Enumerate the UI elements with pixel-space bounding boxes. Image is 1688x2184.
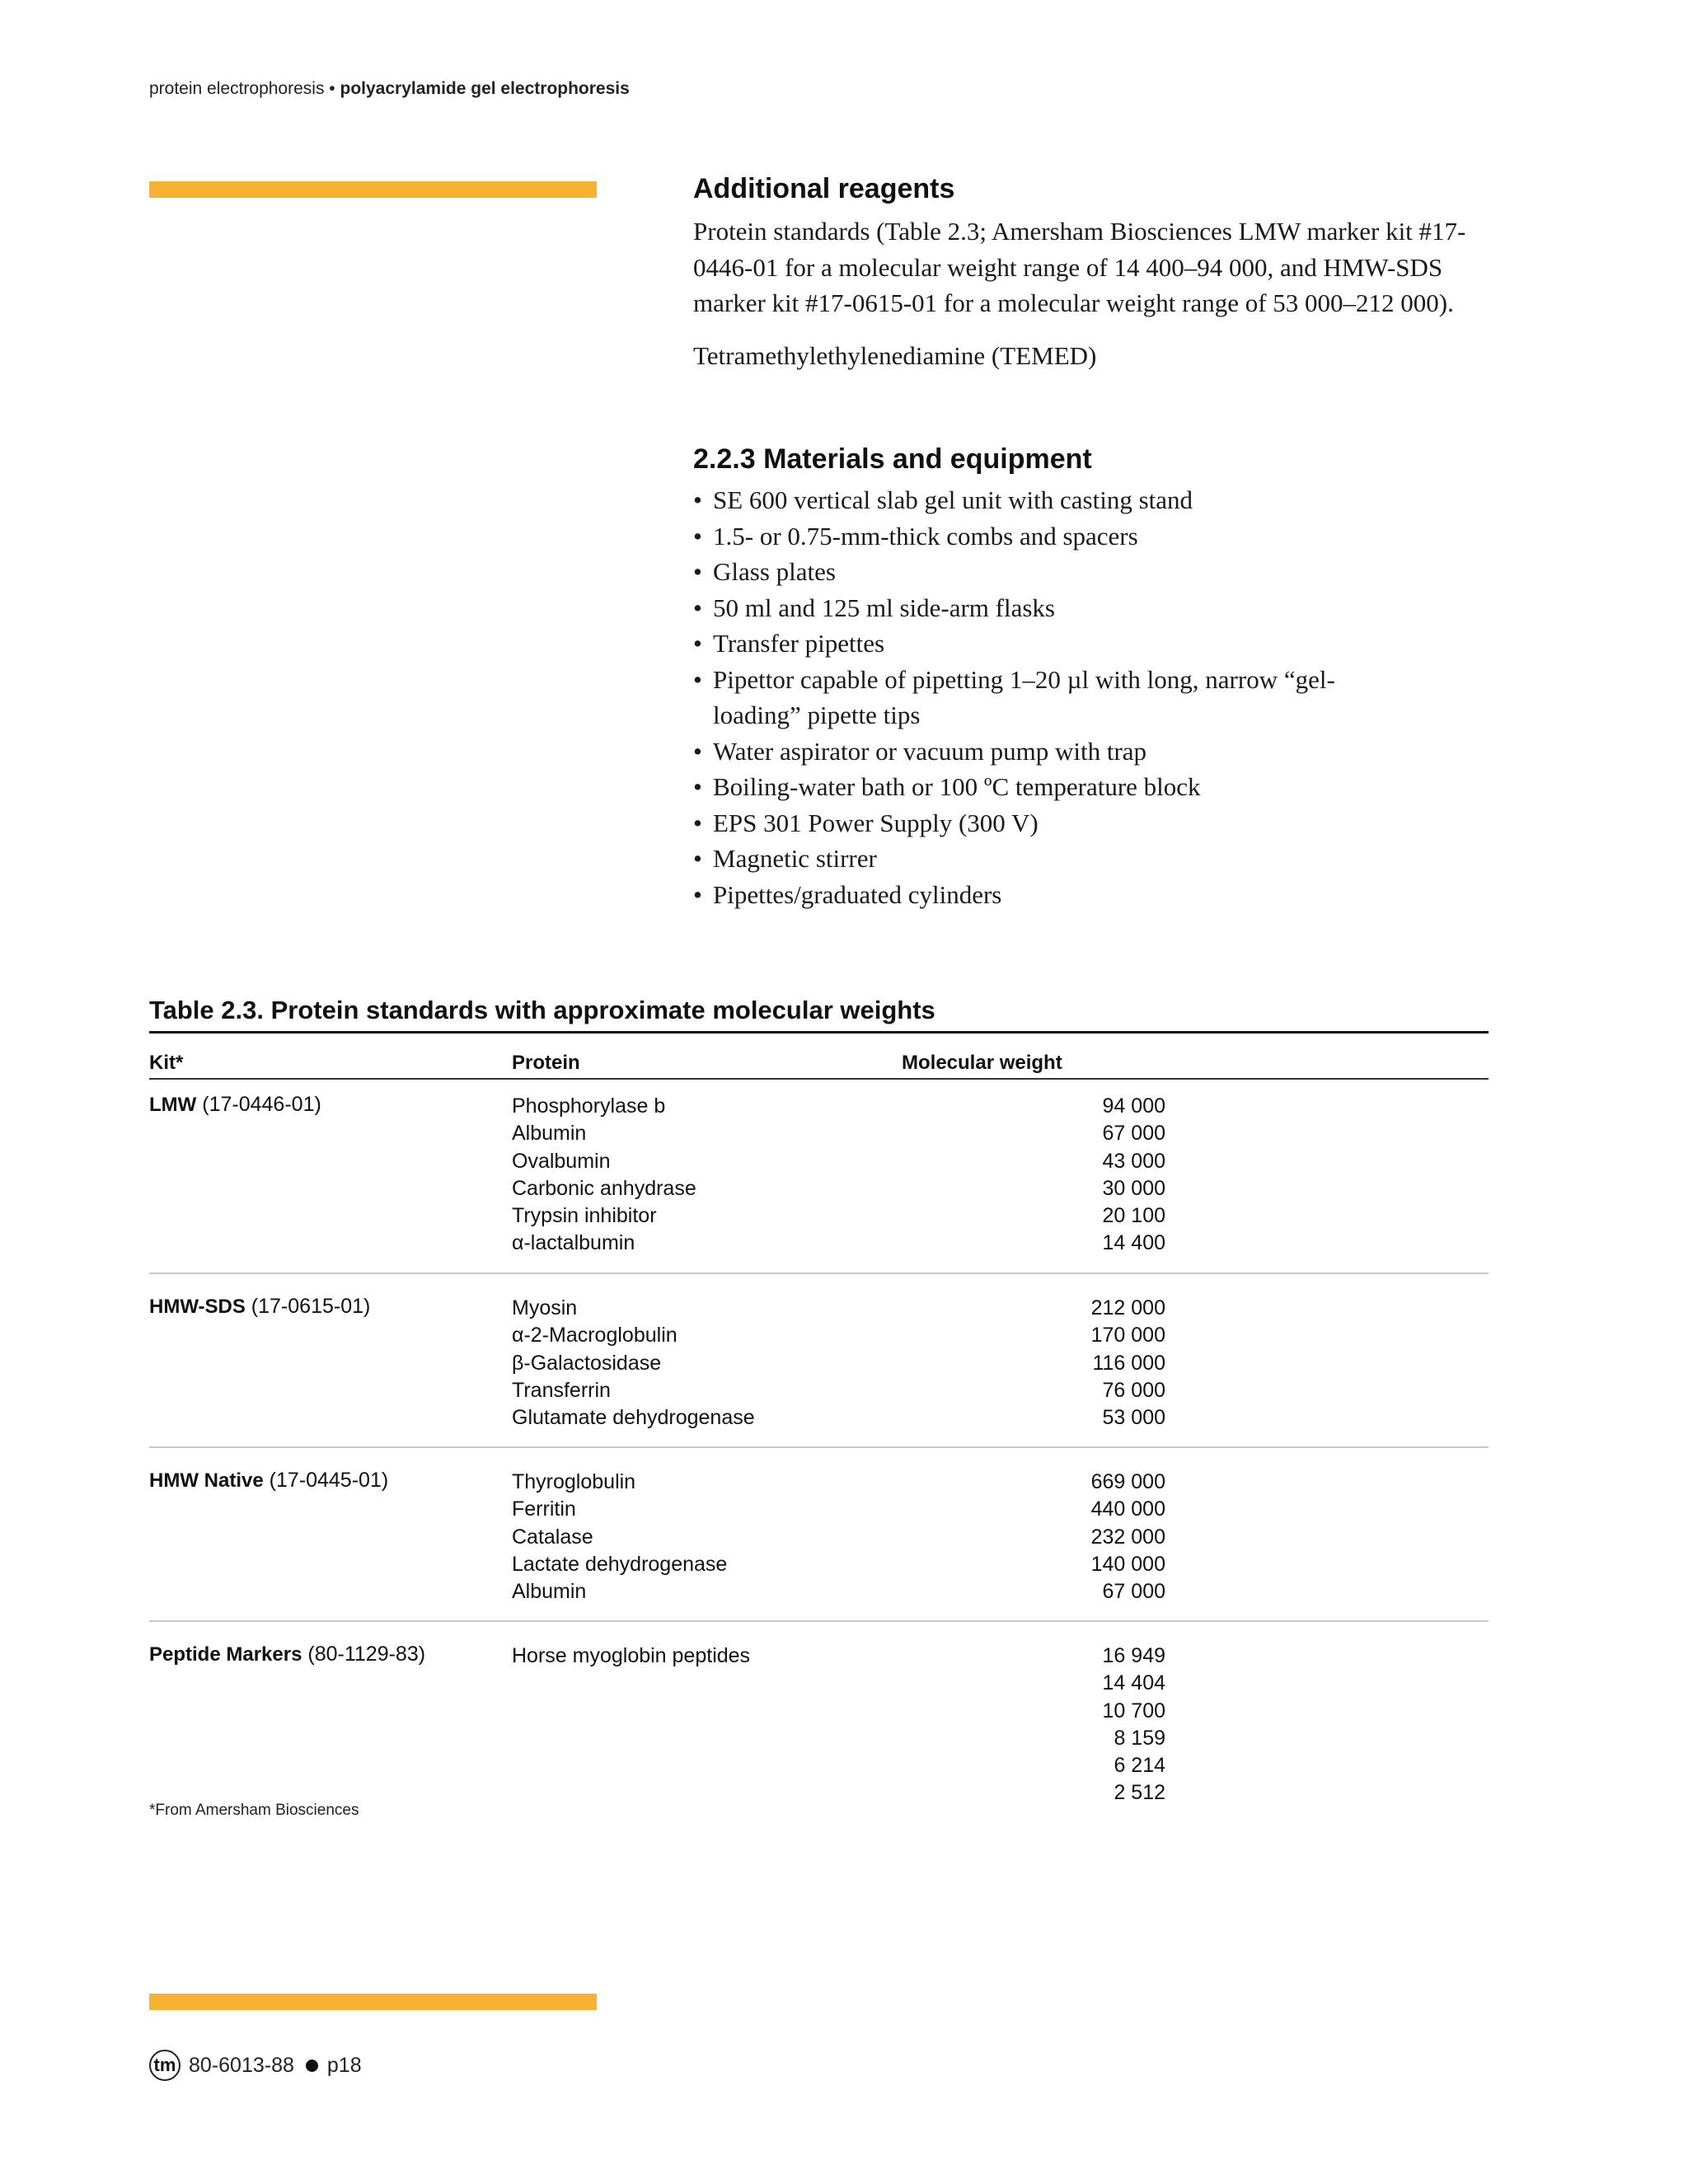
molecular-weight: 8 159: [1114, 1726, 1165, 1750]
table-footnote: *From Amersham Biosciences: [149, 1802, 359, 1819]
molecular-weight: 67 000: [1102, 1580, 1165, 1604]
list-item: • 1.5- or 0.75-mm-thick combs and spacers: [693, 518, 1484, 555]
list-item: • SE 600 vertical slab gel unit with casting stand: [693, 482, 1484, 518]
protein-name: Phosphorylase b: [512, 1094, 666, 1118]
column-header-weight: Molecular weight: [902, 1052, 1062, 1074]
kit-cell: [149, 1295, 370, 1319]
protein-name: Catalase: [512, 1525, 593, 1549]
protein-name: Lactate dehydrogenase: [512, 1552, 728, 1576]
tm-logo-icon: tm: [149, 2050, 181, 2081]
additional-reagents-heading: Additional reagents: [693, 173, 955, 204]
table-top-rule: [149, 1031, 1489, 1033]
weight-list: [940, 1469, 1165, 1605]
group-divider: [149, 1272, 1489, 1274]
column-header-protein: Protein: [512, 1052, 580, 1074]
protein-name: β-Galactosidase: [512, 1351, 662, 1375]
weight-list: [940, 1093, 1165, 1258]
accent-bar-bottom: [149, 1994, 597, 2010]
protein-name: Carbonic anhydrase: [512, 1176, 696, 1200]
kit-code: (17-0446-01): [202, 1093, 321, 1116]
column-header-kit: Kit*: [149, 1052, 184, 1074]
molecular-weight: 20 100: [1102, 1204, 1165, 1228]
kit-name: Peptide Markers: [149, 1643, 302, 1666]
list-item: • Boiling-water bath or 100 ºC temperature block: [693, 769, 1484, 805]
molecular-weight: 232 000: [1090, 1525, 1165, 1549]
header-section: protein electrophoresis: [149, 79, 325, 98]
molecular-weight: 669 000: [1090, 1470, 1165, 1493]
molecular-weight: 14 400: [1102, 1231, 1165, 1255]
protein-name: Albumin: [512, 1122, 587, 1146]
molecular-weight: 10 700: [1102, 1699, 1165, 1722]
accent-bar-top: [149, 181, 597, 198]
protein-name: Albumin: [512, 1580, 587, 1604]
molecular-weight: 43 000: [1102, 1149, 1165, 1173]
molecular-weight: 440 000: [1090, 1497, 1165, 1521]
protein-name: Myosin: [512, 1296, 578, 1319]
molecular-weight: 14 404: [1102, 1671, 1165, 1695]
list-item: • EPS 301 Power Supply (300 V): [693, 805, 1484, 841]
group-divider: [149, 1446, 1489, 1448]
document-number: 80-6013-88: [189, 2053, 294, 2077]
list-item: • Pipettor capable of pipetting 1–20 µl with long, narrow “gel-loading” pipette tips: [693, 662, 1339, 733]
molecular-weight: 94 000: [1102, 1094, 1165, 1118]
protein-name: α-2-Macroglobulin: [512, 1324, 678, 1347]
reagents-paragraph: Protein standards (Table 2.3; Amersham Biosciences LMW marker kit #17-0446-01 for a molecular weight range of 14 400–94 000, and HMW-SDS marker kit #17-0615-01 for a molecular weight range of 53 000–212 000).: [693, 217, 1466, 317]
protein-list: [512, 1469, 727, 1605]
molecular-weight: 30 000: [1102, 1176, 1165, 1200]
kit-name: HMW Native: [149, 1469, 264, 1492]
list-item: • Transfer pipettes: [693, 626, 1484, 662]
protein-name: Trypsin inhibitor: [512, 1204, 657, 1228]
protein-name: α-lactalbumin: [512, 1231, 635, 1255]
table-header-rule: [149, 1078, 1489, 1080]
materials-list: [693, 482, 1484, 912]
page-number: p18: [326, 2053, 362, 2077]
list-item: • 50 ml and 125 ml side-arm flasks: [693, 590, 1484, 626]
temed-paragraph: Tetramethylethylenediamine (TEMED): [693, 340, 1097, 370]
materials-section: [693, 443, 1484, 912]
protein-name: Horse myoglobin peptides: [512, 1644, 751, 1667]
kit-code: (80-1129-83): [307, 1643, 426, 1666]
kit-cell: [149, 1093, 321, 1117]
protein-list: [512, 1093, 696, 1258]
group-divider: [149, 1620, 1489, 1622]
protein-name: Thyroglobulin: [512, 1470, 636, 1493]
list-item: • Pipettes/graduated cylinders: [693, 877, 1484, 913]
list-item: • Magnetic stirrer: [693, 841, 1484, 877]
molecular-weight: 2 512: [1114, 1781, 1165, 1805]
additional-reagents-section: [693, 173, 1484, 373]
weight-list: [940, 1295, 1165, 1432]
kit-name: HMW-SDS: [149, 1296, 246, 1318]
page-footer: [149, 2047, 362, 2083]
protein-name: Ovalbumin: [512, 1149, 611, 1173]
molecular-weight: 67 000: [1102, 1122, 1165, 1146]
list-item: • Glass plates: [693, 554, 1484, 590]
kit-cell: [149, 1643, 425, 1666]
table-caption: Table 2.3. Protein standards with approximate molecular weights: [149, 996, 935, 1024]
header-subsection: polyacrylamide gel electrophoresis: [340, 79, 630, 98]
kit-name: LMW: [149, 1094, 197, 1116]
molecular-weight: 116 000: [1092, 1351, 1165, 1375]
running-header: [149, 79, 630, 99]
list-item: • Water aspirator or vacuum pump with trap: [693, 733, 1484, 770]
protein-name: Ferritin: [512, 1497, 576, 1521]
protein-name: Transferrin: [512, 1378, 611, 1402]
header-separator: •: [329, 79, 335, 98]
molecular-weight: 212 000: [1090, 1296, 1165, 1319]
molecular-weight: 16 949: [1102, 1644, 1165, 1667]
materials-heading: 2.2.3 Materials and equipment: [693, 443, 1092, 475]
protein-list: [512, 1643, 750, 1670]
molecular-weight: 53 000: [1102, 1406, 1165, 1430]
protein-list: [512, 1295, 755, 1432]
kit-code: (17-0615-01): [251, 1295, 371, 1318]
molecular-weight: 140 000: [1090, 1552, 1165, 1576]
molecular-weight: 170 000: [1090, 1324, 1165, 1347]
protein-name: Glutamate dehydrogenase: [512, 1406, 755, 1430]
weight-list: [940, 1643, 1165, 1807]
molecular-weight: 76 000: [1102, 1378, 1165, 1402]
bullet-dot-icon: [306, 2060, 318, 2072]
kit-cell: [149, 1469, 388, 1493]
molecular-weight: 6 214: [1114, 1754, 1165, 1778]
kit-code: (17-0445-01): [269, 1469, 389, 1492]
